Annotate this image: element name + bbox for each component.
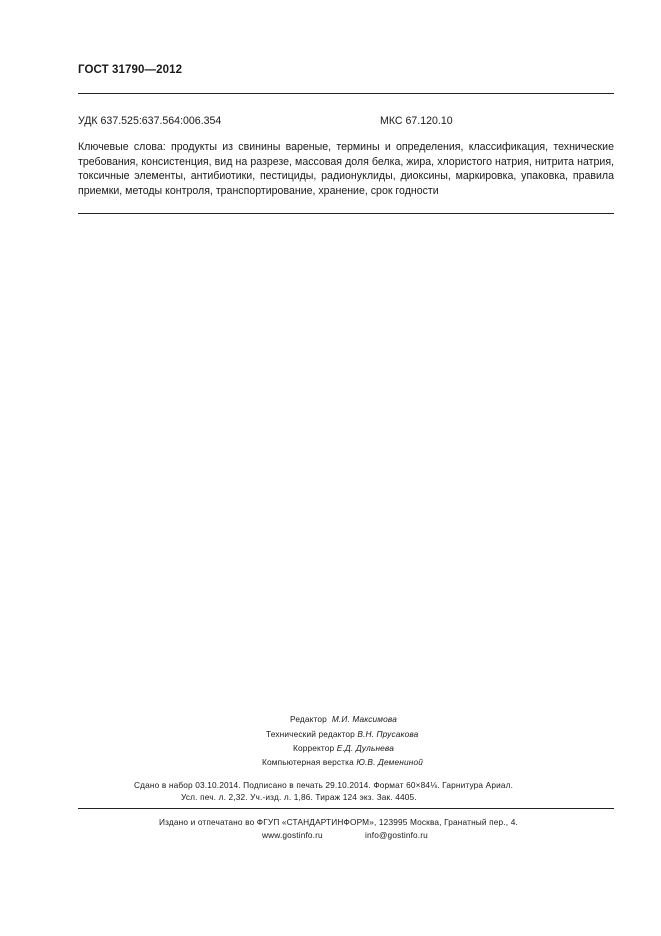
tech-editor-name: В.Н. Прусакова [357, 729, 419, 739]
mks-code: МКС 67.120.10 [380, 115, 453, 127]
editor-role: Редактор [290, 714, 327, 724]
layout-role: Компьютерная верстка [262, 757, 354, 767]
udk-code: УДК 637.525:637.564:006.354 [78, 115, 222, 127]
corrector-role: Корректор [293, 743, 335, 753]
print-details-line-2: Усл. печ. л. 2,32. Уч.-изд. л. 1,86. Тираж 124 экз. Зак. 4405. [181, 792, 417, 802]
email-link[interactable]: info@gostinfo.ru [365, 830, 428, 840]
tech-editor-line [266, 729, 418, 739]
imprint-rule [78, 808, 614, 809]
publisher-line: Издано и отпечатано во ФГУП «СТАНДАРТИНФОРМ», 123995 Москва, Гранатный пер., 4. [159, 817, 518, 827]
header-rule [78, 93, 614, 94]
layout-line [262, 757, 423, 767]
keywords-paragraph: Ключевые слова: продукты из свинины вареные, термины и определения, классификация, технические требования, консистенция, вид на разрезе, массовая доля белка, жира, хлористого натрия, нитрита натрия, токсичные элементы, антибиотики, пестициды, радионуклиды, диоксины, маркировка, упаковка, правила приемки, методы контроля, транспортирование, хранение, срок годности [78, 141, 614, 197]
editor-line [290, 714, 397, 724]
corrector-name: Е.Д. Дульнева [336, 743, 394, 753]
editor-name: М.И. Максимова [331, 714, 397, 724]
print-details-line-1: Сдано в набор 03.10.2014. Подписано в печать 29.10.2014. Формат 60×84⅛. Гарнитура Ариал. [134, 780, 514, 790]
corrector-line [293, 743, 394, 753]
layout-name: Ю.В. Демениной [356, 757, 424, 767]
tech-editor-role: Технический редактор [266, 729, 355, 739]
website-link[interactable]: www.gostinfo.ru [262, 830, 323, 840]
keywords-rule [78, 213, 614, 214]
standard-number: ГОСТ 31790—2012 [78, 64, 183, 76]
